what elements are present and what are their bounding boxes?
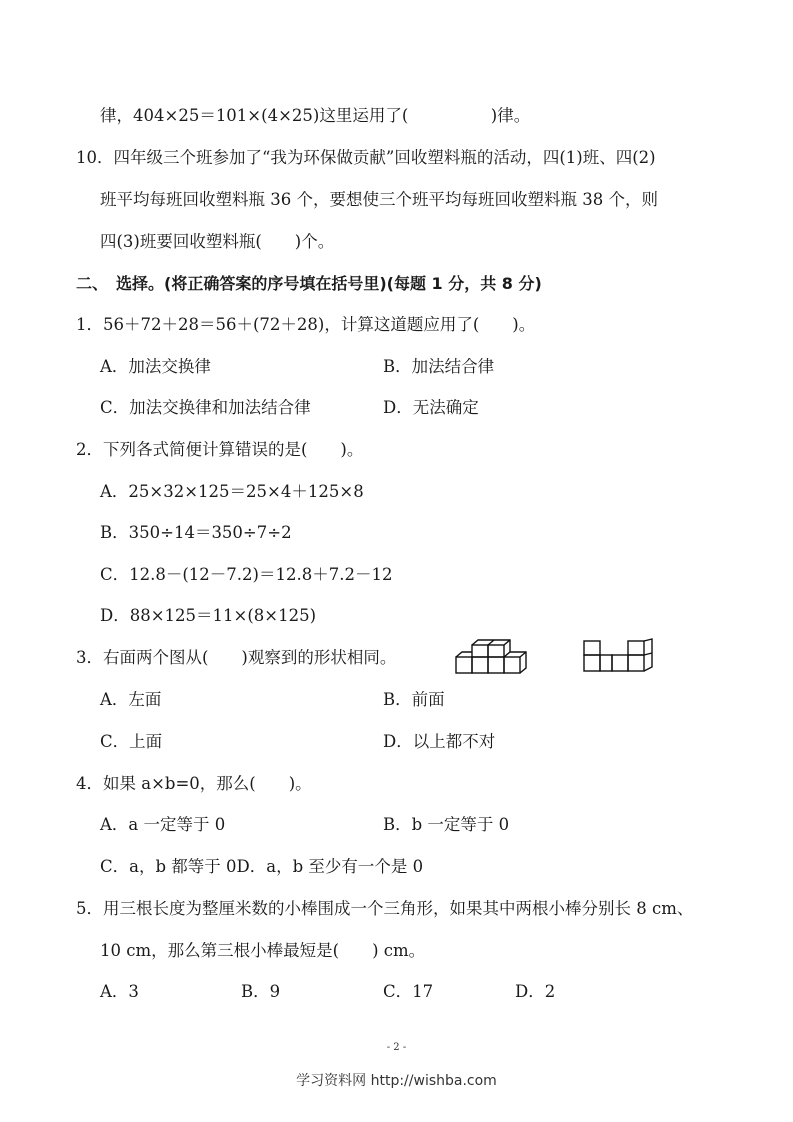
q2-option-a: A．25×32×125＝25×4＋125×8 — [100, 482, 364, 501]
q9-continuation: 律，404×25＝101×(4×25)这里运用了( )律。 — [100, 106, 531, 125]
q2-option-d: D．88×125＝11×(8×125) — [100, 606, 317, 625]
q3-stem: 3．右面两个图从( )观察到的形状相同。 — [76, 648, 397, 667]
q2-stem: 2．下列各式简便计算错误的是( )。 — [76, 440, 364, 459]
q10-line-2: 班平均每班回收塑料瓶 36 个，要想使三个班平均每班回收塑料瓶 38 个，则 — [100, 190, 658, 209]
q4-option-b: B．b 一定等于 0 — [383, 815, 510, 834]
q3-option-b: B．前面 — [383, 690, 445, 709]
q1-stem: 1．56＋72＋28＝56＋(72＋28)，计算这道题应用了( )。 — [76, 315, 536, 334]
q3-option-c: C．上面 — [100, 732, 163, 751]
q1-option-a: A．加法交换律 — [100, 357, 211, 376]
q5-option-c: C．17 — [383, 982, 434, 1001]
section-2-heading: 二、 选择。(将正确答案的序号填在括号里)(每题 1 分，共 8 分) — [76, 274, 542, 293]
q5-stem-line-2: 10 cm，那么第三根小棒最短是( ) cm。 — [100, 941, 426, 960]
cube-figure-3d — [452, 637, 532, 679]
q1-option-b: B．加法结合律 — [383, 357, 495, 376]
q4-option-cd: C．a，b 都等于 0D．a，b 至少有一个是 0 — [100, 857, 424, 876]
cube-figure-flat — [582, 637, 660, 677]
watermark[interactable]: 学习资料网 http://wishba.com — [296, 1073, 497, 1089]
q10-line-1: 10．四年级三个班参加了“我为环保做贡献”回收塑料瓶的活动，四(1)班、四(2) — [76, 148, 656, 167]
q3-option-d: D．以上都不对 — [383, 732, 496, 751]
q4-option-a: A．a 一定等于 0 — [100, 815, 226, 834]
q1-option-c: C．加法交换律和加法结合律 — [100, 398, 311, 417]
q5-option-a: A．3 — [100, 982, 139, 1001]
q5-stem-line-1: 5．用三根长度为整厘米数的小棒围成一个三角形，如果其中两根小棒分别长 8 cm、 — [76, 899, 694, 918]
page-number: - 2 - — [386, 1042, 407, 1053]
q4-stem: 4．如果 a×b=0，那么( )。 — [76, 774, 312, 793]
q2-option-c: C．12.8－(12－7.2)＝12.8＋7.2－12 — [100, 565, 393, 584]
q2-option-b: B．350÷14＝350÷7÷2 — [100, 523, 292, 542]
q1-option-d: D．无法确定 — [383, 398, 479, 417]
q5-option-b: B．9 — [241, 982, 281, 1001]
q3-option-a: A．左面 — [100, 690, 162, 709]
q5-option-d: D．2 — [515, 982, 556, 1001]
q10-line-3: 四(3)班要回收塑料瓶( )个。 — [100, 232, 335, 251]
